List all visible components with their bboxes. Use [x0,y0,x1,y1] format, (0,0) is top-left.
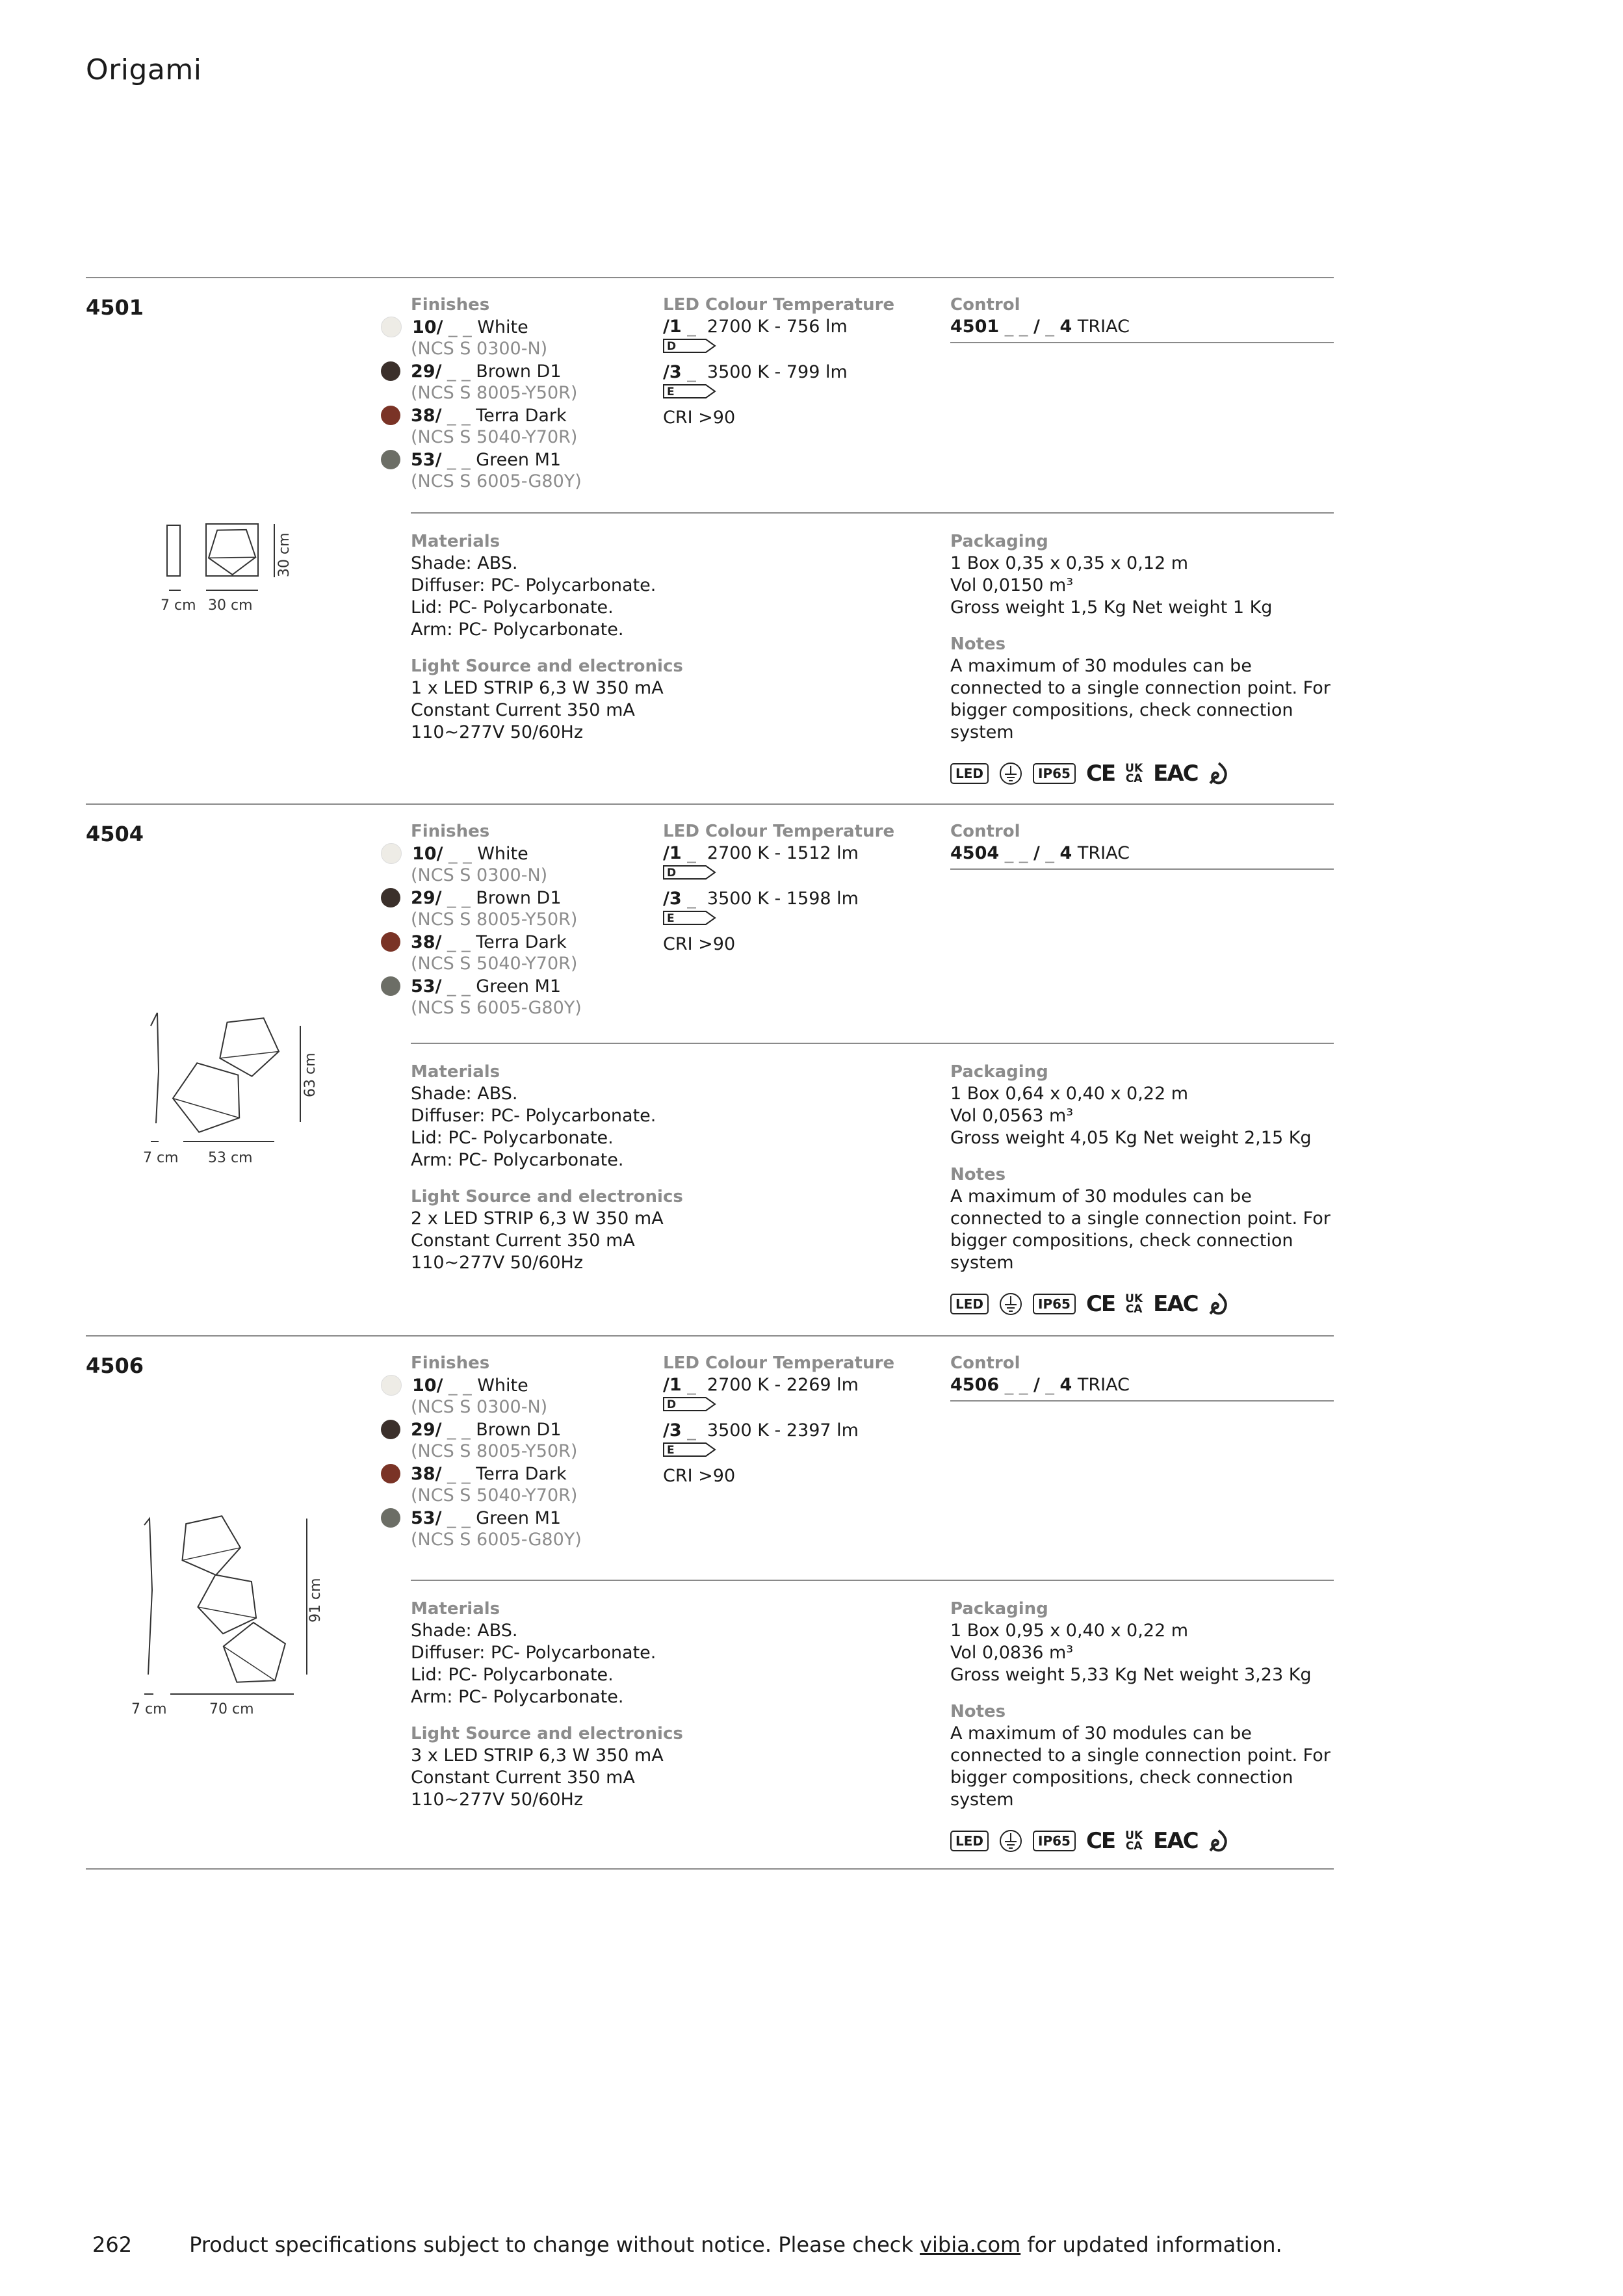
packaging-list [950,553,1334,619]
led-temperature-item: /1 _ 2700 K - 2269 lm [663,1375,859,1395]
product-code: 4501 [86,295,144,320]
finish-item: 10/ _ _ White [411,316,658,338]
control-blank-2: _ [1045,1375,1054,1395]
finishes-label: Finishes [411,1353,490,1373]
packaging-label: Packaging [950,1599,1048,1619]
materials-list [411,1083,918,1171]
ip65-badge-icon: IP65 [1033,1831,1076,1851]
svg-text:E: E [667,912,675,925]
product-block [86,1335,1334,1854]
control-blank-2: _ [1045,317,1054,337]
finish-ncs: (NCS S 8005-Y50R) [411,1441,578,1461]
notes-text: A maximum of 30 modules can be connected to a single connection point. For bigger compositions, check connection system [950,1723,1331,1810]
finish-swatch [381,1464,400,1483]
finishes-column [411,820,658,1019]
notes-text: A maximum of 30 modules can be connected to a single connection point. For bigger compositions, check connection system [950,1186,1331,1273]
led-temperature-label: LED Colour Temperature [663,822,895,841]
materials-column [411,1061,918,1274]
control-product-code: 4504 [950,843,1000,863]
light-source-line: 1 x LED STRIP 6,3 W 350 mA [411,678,664,698]
light-source-list [411,1745,918,1811]
light-source-label: Light Source and electronics [411,657,683,676]
finish-ncs: (NCS S 5040-Y70R) [411,1485,578,1506]
certification-icons [950,1828,1334,1854]
control-type: TRIAC [1077,317,1130,337]
finish-swatch [381,888,400,907]
finish-item: 10/ _ _ White [411,1374,658,1396]
material-line: Lid: PC- Polycarbonate. [411,1128,614,1148]
finish-ncs: (NCS S 5040-Y70R) [411,954,578,974]
light-source-label: Light Source and electronics [411,1187,683,1207]
height-dimension-label: 91 cm [307,1578,324,1623]
origami-panel [198,1575,256,1634]
energy-class-e-icon [663,384,718,399]
packaging-line: 1 Box 0,95 x 0,40 x 0,22 m [950,1621,1189,1641]
section-divider [411,512,1334,514]
width-dimension-label: 70 cm [209,1701,254,1717]
finish-swatch [381,406,400,425]
led-temperature-column [663,820,936,956]
finish-ncs: (NCS S 5040-Y70R) [411,427,578,447]
ip65-badge-icon: IP65 [1033,763,1076,784]
section-divider [411,1580,1334,1581]
control-blank-1: _ _ [1004,317,1028,337]
depth-dimension-label: 7 cm [143,1150,179,1166]
material-line: Shade: ABS. [411,1084,518,1104]
page-number: 262 [92,2232,133,2257]
section-divider [411,1043,1334,1044]
control-separator: / [1033,843,1040,863]
finishes-list [411,842,658,1019]
energy-class-d-icon [663,338,718,354]
control-suffix: 4 [1059,1375,1072,1395]
led-badge-icon: LED [950,1294,989,1314]
materials-column [411,530,918,744]
materials-label: Materials [411,1062,500,1082]
finish-swatch [381,1375,402,1396]
materials-label: Materials [411,532,500,551]
finishes-label: Finishes [411,295,490,315]
vibia-link[interactable]: vibia.com [920,2232,1021,2257]
energy-class-e-icon [663,1442,718,1457]
finish-ncs: (NCS S 6005-G80Y) [411,998,582,1018]
led-temperature-label: LED Colour Temperature [663,1353,895,1373]
cri-value: CRI >90 [663,1466,736,1486]
finish-ncs: (NCS S 8005-Y50R) [411,909,578,930]
light-source-list [411,1208,918,1274]
packaging-line: 1 Box 0,64 x 0,40 x 0,22 m [950,1084,1189,1104]
packaging-label: Packaging [950,532,1048,551]
control-separator: / [1033,317,1040,337]
packaging-column [950,1061,1334,1317]
notes-label: Notes [950,634,1006,654]
notes-label: Notes [950,1702,1006,1721]
material-line: Lid: PC- Polycarbonate. [411,597,614,618]
finish-ncs: (NCS S 6005-G80Y) [411,1530,582,1550]
finish-ncs: (NCS S 0300-N) [411,339,548,359]
flame-certification-icon [1208,1829,1229,1853]
light-source-line: Constant Current 350 mA [411,700,635,720]
finishes-list [411,316,658,493]
finishes-label: Finishes [411,822,490,841]
light-source-line: 110~277V 50/60Hz [411,722,584,742]
packaging-line: Gross weight 5,33 Kg Net weight 3,23 Kg [950,1665,1312,1685]
eac-mark-icon: EAC [1153,1828,1198,1854]
light-source-line: 2 x LED STRIP 6,3 W 350 mA [411,1208,664,1229]
svg-text:D: D [667,340,677,353]
depth-dimension-label: 7 cm [131,1701,167,1717]
materials-list [411,1620,918,1708]
packaging-line: Gross weight 1,5 Kg Net weight 1 Kg [950,597,1273,618]
material-line: Diffuser: PC- Polycarbonate. [411,575,656,595]
finish-swatch [381,1508,400,1528]
eac-mark-icon: EAC [1153,761,1198,787]
panel-fold-line [224,1647,275,1681]
ukca-mark-icon: UK CA [1125,1829,1143,1853]
material-line: Diffuser: PC- Polycarbonate. [411,1643,656,1663]
packaging-line: Gross weight 4,05 Kg Net weight 2,15 Kg [950,1128,1312,1148]
led-temperature-list [663,316,936,399]
finish-swatch [381,1420,400,1439]
ip65-badge-icon: IP65 [1033,1294,1076,1314]
light-source-list [411,677,918,744]
finishes-column [411,294,658,493]
finish-ncs: (NCS S 8005-Y50R) [411,383,578,403]
finish-item: 29/ _ _ Brown D1 [411,360,658,382]
led-temperature-column [663,1352,936,1487]
control-code [950,842,1334,870]
eac-mark-icon: EAC [1153,1291,1198,1317]
finish-item: 38/ _ _ Terra Dark [411,404,658,426]
earth-ground-icon [999,762,1022,785]
led-temperature-item: /3 _ 3500 K - 2397 lm [663,1420,859,1441]
light-source-line: 110~277V 50/60Hz [411,1253,584,1273]
page-title: Origami [86,53,202,86]
light-source-label: Light Source and electronics [411,1724,683,1743]
control-blank-1: _ _ [1004,1375,1028,1395]
height-dimension-label: 30 cm [276,532,292,577]
width-dimension-label: 53 cm [208,1150,253,1166]
led-temperature-label: LED Colour Temperature [663,295,895,315]
packaging-line: Vol 0,0836 m³ [950,1643,1074,1663]
finish-swatch [381,317,402,337]
svg-text:E: E [667,1444,675,1457]
depth-dimension-label: 7 cm [161,597,196,614]
panel-fold-line [173,1099,239,1118]
light-source-line: 3 x LED STRIP 6,3 W 350 mA [411,1745,664,1766]
finish-swatch [381,843,402,864]
finish-item: 38/ _ _ Terra Dark [411,931,658,953]
packaging-list [950,1620,1334,1686]
earth-ground-icon [999,1292,1022,1316]
led-temperature-column [663,294,936,429]
origami-panel [183,1516,240,1575]
product-block [86,277,1334,787]
finish-item: 53/ _ _ Green M1 [411,449,658,471]
control-label: Control [950,295,1020,315]
finish-item: 38/ _ _ Terra Dark [411,1463,658,1485]
flame-certification-icon [1208,762,1229,785]
finish-ncs: (NCS S 0300-N) [411,1397,548,1417]
origami-panel [173,1063,239,1132]
led-temperature-item: /3 _ 3500 K - 1598 lm [663,889,859,909]
material-line: Arm: PC- Polycarbonate. [411,620,624,640]
footer [92,2232,1282,2257]
control-code [950,1374,1334,1402]
light-source-line: Constant Current 350 mA [411,1768,635,1788]
certification-icons [950,761,1334,787]
led-temperature-list [663,1374,936,1457]
finish-ncs: (NCS S 6005-G80Y) [411,471,582,491]
side-profile [144,1519,152,1675]
flame-certification-icon [1208,1292,1229,1316]
packaging-line: Vol 0,0150 m³ [950,575,1074,595]
materials-column [411,1598,918,1811]
materials-label: Materials [411,1599,500,1619]
ukca-mark-icon: UK CA [1125,1292,1143,1316]
width-dimension-label: 30 cm [208,597,253,614]
led-temperature-item: /1 _ 2700 K - 756 lm [663,317,848,337]
material-line: Arm: PC- Polycarbonate. [411,1150,624,1170]
finish-item: 29/ _ _ Brown D1 [411,1418,658,1441]
led-badge-icon: LED [950,763,989,784]
finish-swatch [381,450,400,469]
panel-fold-line [209,557,255,558]
led-temperature-list [663,842,936,926]
packaging-list [950,1083,1334,1149]
energy-class-e-icon [663,910,718,926]
product-code: 4506 [86,1353,144,1378]
origami-panel [209,530,255,575]
product-drawing [86,473,398,629]
material-line: Shade: ABS. [411,553,518,573]
finishes-list [411,1374,658,1551]
ce-mark-icon: CE [1085,761,1115,787]
energy-class-d-icon [663,1396,718,1412]
height-dimension-label: 63 cm [302,1052,318,1097]
materials-list [411,553,918,641]
product-block [86,803,1334,1317]
finish-swatch [381,361,400,381]
material-line: Diffuser: PC- Polycarbonate. [411,1106,656,1126]
earth-ground-icon [999,1829,1022,1853]
control-column [950,294,1334,343]
finish-swatch [381,932,400,952]
finish-item: 29/ _ _ Brown D1 [411,887,658,909]
packaging-line: Vol 0,0563 m³ [950,1106,1074,1126]
control-blank-1: _ _ [1004,843,1028,863]
svg-text:D: D [667,1398,677,1411]
led-temperature-item: /3 _ 3500 K - 799 lm [663,362,848,382]
control-type: TRIAC [1077,1375,1130,1395]
ce-mark-icon: CE [1085,1828,1115,1854]
control-product-code: 4506 [950,1375,1000,1395]
notes-text: A maximum of 30 modules can be connected to a single connection point. For bigger compositions, check connection system [950,656,1331,742]
product-drawing [86,974,398,1166]
control-code [950,316,1334,343]
control-type: TRIAC [1077,843,1130,863]
cri-value: CRI >90 [663,408,736,428]
packaging-column [950,1598,1334,1854]
finish-swatch [381,976,400,996]
notes-label: Notes [950,1165,1006,1184]
control-column [950,820,1334,870]
finish-item: 10/ _ _ White [411,842,658,865]
control-blank-2: _ [1045,843,1054,863]
material-line: Shade: ABS. [411,1621,518,1641]
control-label: Control [950,822,1020,841]
control-column [950,1352,1334,1402]
bottom-rule [86,1868,1334,1870]
control-separator: / [1033,1375,1040,1395]
ce-mark-icon: CE [1085,1291,1115,1317]
certification-icons [950,1291,1334,1317]
control-product-code: 4501 [950,317,1000,337]
led-temperature-item: /1 _ 2700 K - 1512 lm [663,843,859,863]
finish-ncs: (NCS S 0300-N) [411,865,548,885]
side-profile [151,1013,159,1123]
finishes-column [411,1352,658,1551]
side-profile [167,525,180,576]
control-label: Control [950,1353,1020,1373]
packaging-column [950,530,1334,787]
packaging-line: 1 Box 0,35 x 0,35 x 0,12 m [950,553,1189,573]
light-source-line: Constant Current 350 mA [411,1231,635,1251]
cri-value: CRI >90 [663,934,736,954]
origami-panel [220,1018,279,1076]
finish-item: 53/ _ _ Green M1 [411,975,658,997]
ukca-mark-icon: UK CA [1125,762,1143,785]
control-suffix: 4 [1059,843,1072,863]
material-line: Arm: PC- Polycarbonate. [411,1687,624,1707]
finish-item: 53/ _ _ Green M1 [411,1507,658,1529]
light-source-line: 110~277V 50/60Hz [411,1790,584,1810]
control-suffix: 4 [1059,317,1072,337]
svg-text:E: E [667,385,675,398]
footer-disclaimer: Product specifications subject to change without notice. Please check vibia.com for updated information. [189,2232,1282,2257]
panel-fold-line [220,1052,279,1058]
product-drawing [86,1473,398,1727]
svg-text:D: D [667,867,677,880]
energy-class-d-icon [663,865,718,880]
material-line: Lid: PC- Polycarbonate. [411,1665,614,1685]
product-code: 4504 [86,822,144,846]
led-badge-icon: LED [950,1831,989,1851]
front-shade [206,524,258,576]
packaging-label: Packaging [950,1062,1048,1082]
